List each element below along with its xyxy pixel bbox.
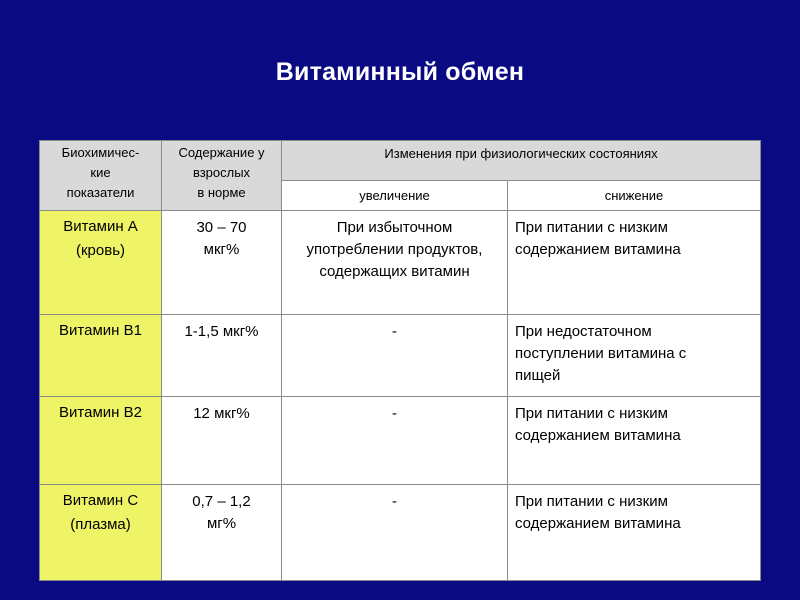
header-increase: увеличение <box>282 181 508 211</box>
table-row <box>40 485 761 581</box>
vitamin-name: Витамин В1 <box>40 315 162 397</box>
increase-cause: При избыточном употреблении продуктов, содержащих витамин <box>282 211 508 315</box>
norm-value: 12 мкг% <box>162 397 282 485</box>
vitamin-name: Витамин С (плазма) <box>40 485 162 581</box>
header-norm-content: Содержание у взрослых в норме <box>162 141 282 211</box>
slide-title: Витаминный обмен <box>275 58 525 86</box>
increase-cause: - <box>282 397 508 485</box>
norm-value: 0,7 – 1,2 мг% <box>162 485 282 581</box>
decrease-cause: При питании с низким содержанием витамина <box>508 211 761 315</box>
norm-value: 30 – 70 мкг% <box>162 211 282 315</box>
header-changes-group: Изменения при физиологических состояниях <box>282 141 761 181</box>
table-row <box>40 397 761 485</box>
header-decrease: снижение <box>508 181 761 211</box>
vitamin-name: Витамин А (кровь) <box>40 211 162 315</box>
header-row <box>40 141 761 181</box>
increase-cause: - <box>282 485 508 581</box>
increase-cause: - <box>282 315 508 397</box>
table-row <box>40 211 761 315</box>
header-indicators: Биохимичес- кие показатели <box>40 141 162 211</box>
table-row <box>40 315 761 397</box>
decrease-cause: При питании с низким содержанием витамина <box>508 485 761 581</box>
vitamin-table <box>39 140 761 581</box>
decrease-cause: При питании с низким содержанием витамина <box>508 397 761 485</box>
norm-value: 1-1,5 мкг% <box>162 315 282 397</box>
decrease-cause: При недостаточном поступлении витамина с пищей <box>508 315 761 397</box>
vitamin-name: Витамин В2 <box>40 397 162 485</box>
